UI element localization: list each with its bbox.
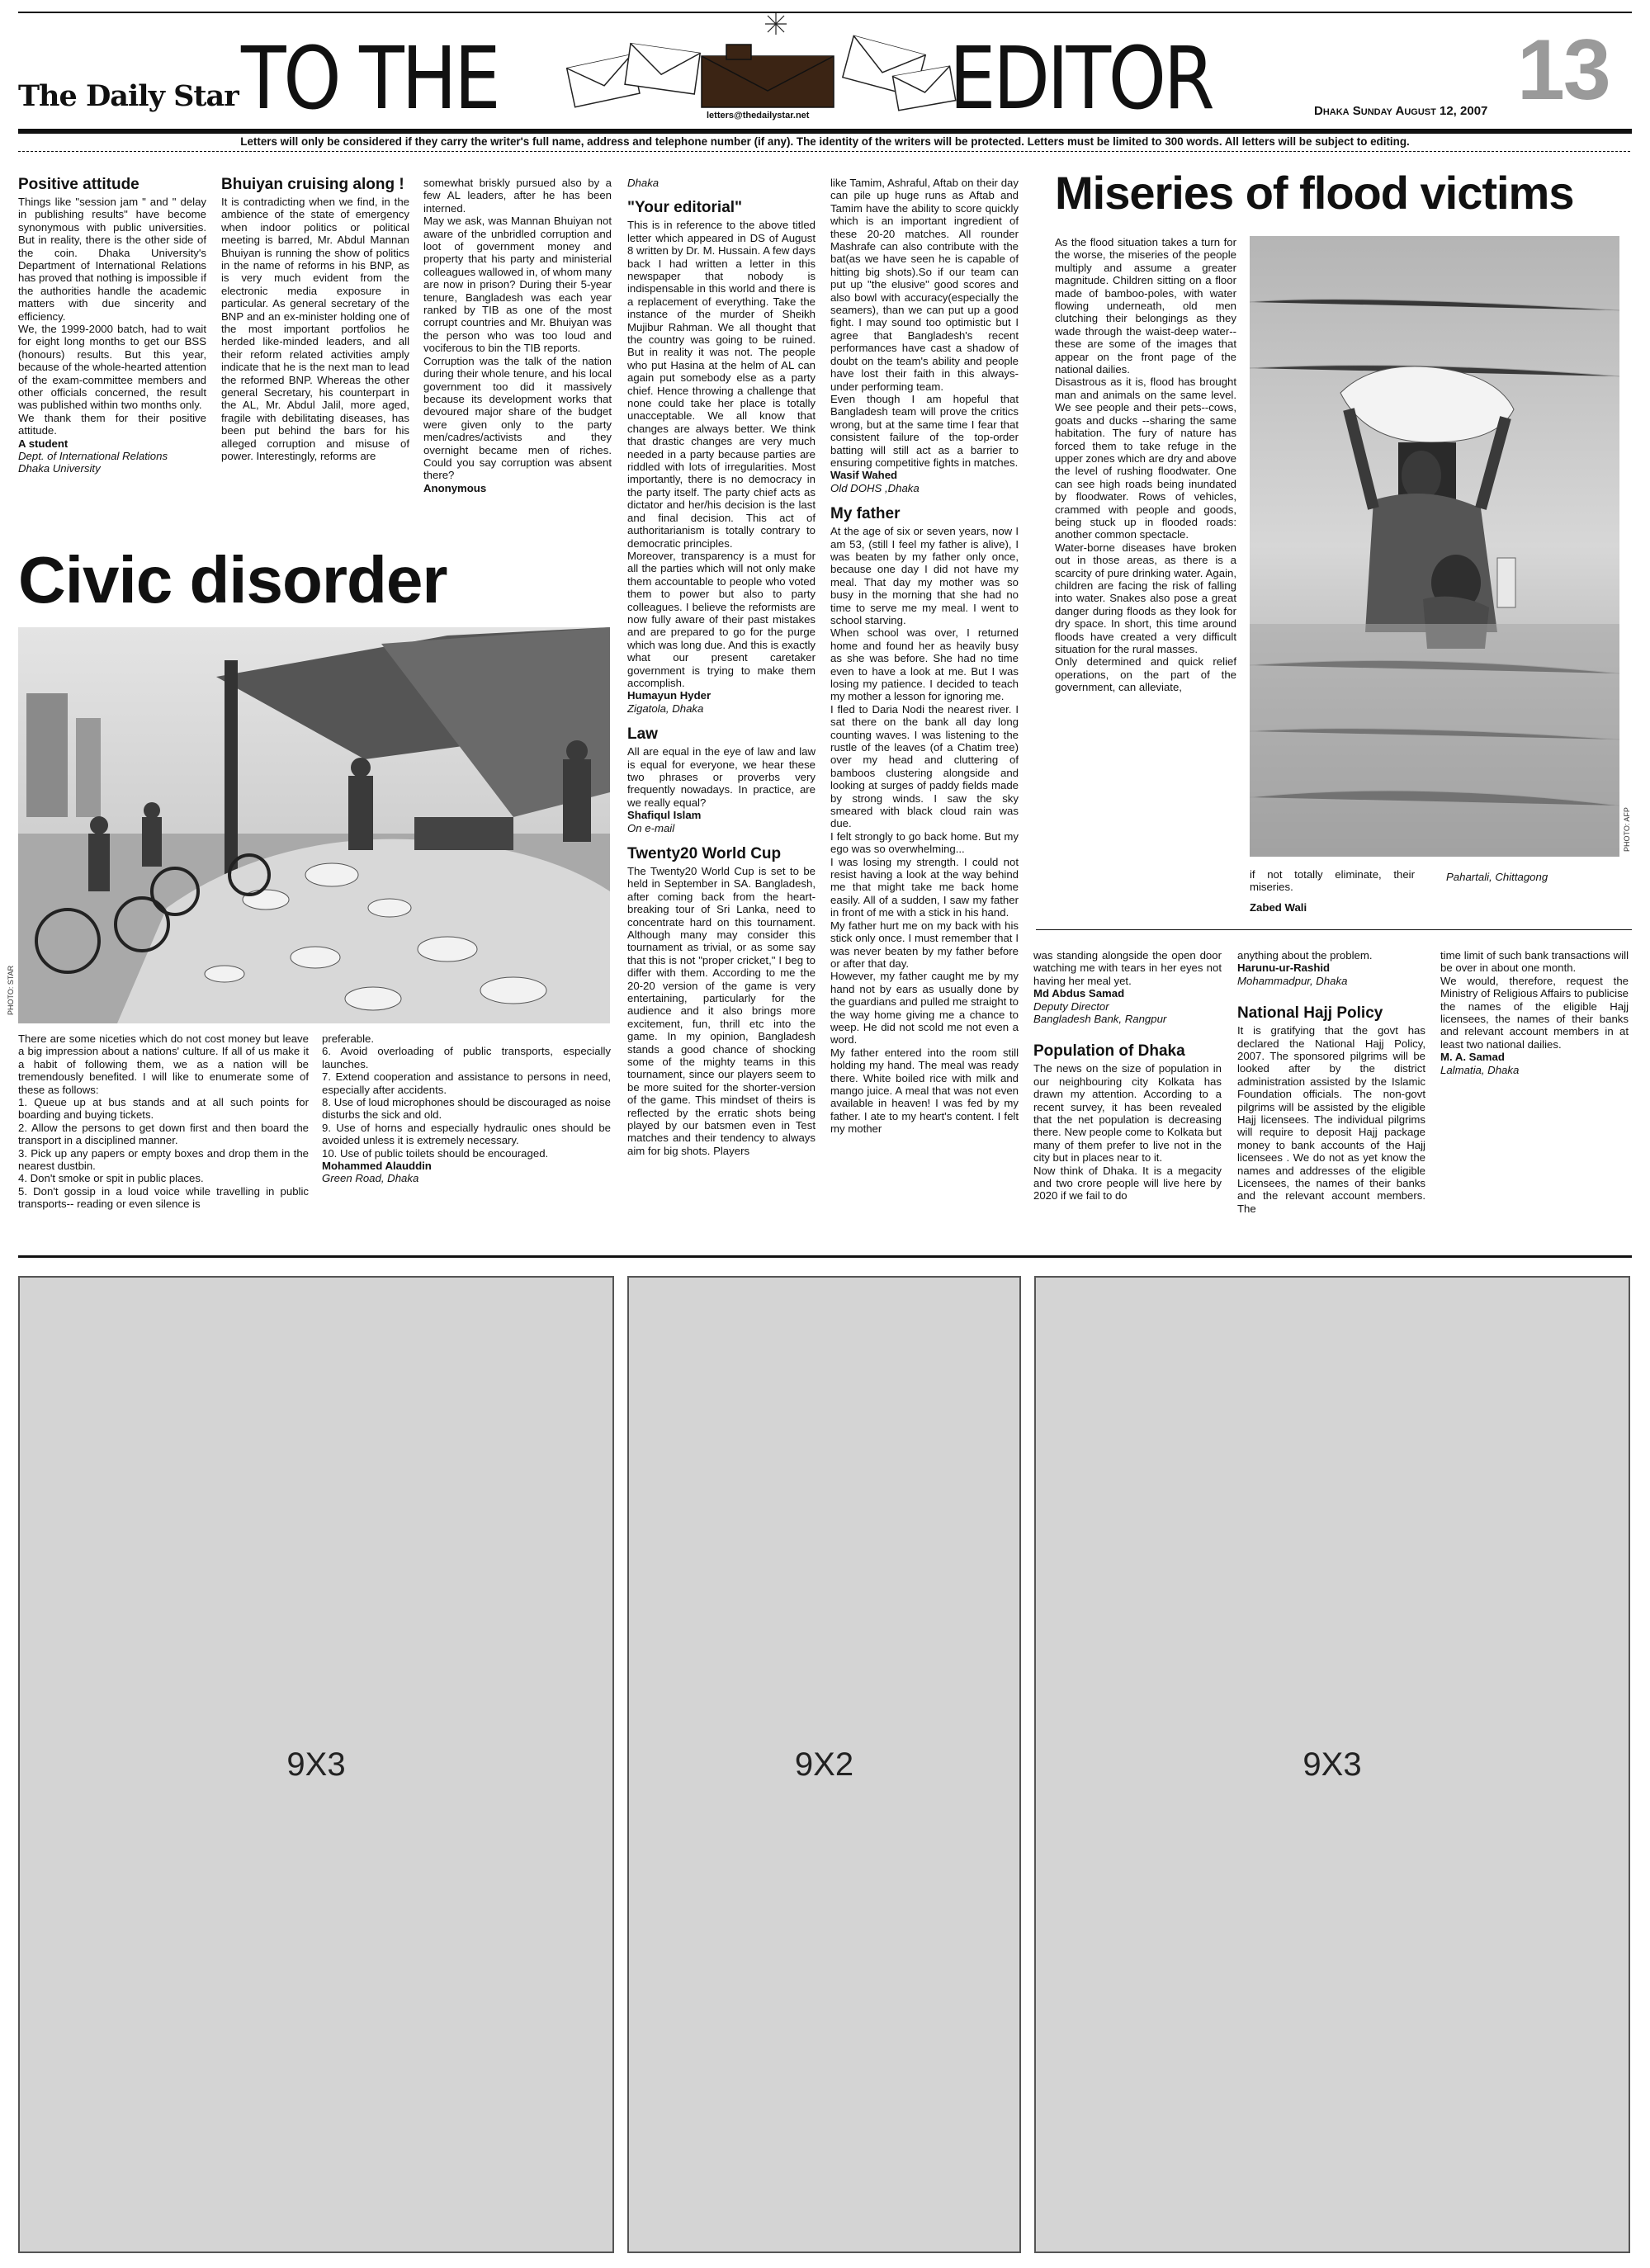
flood-signature: Zabed Wali (1250, 901, 1307, 914)
flood-body-cont (1250, 868, 1415, 894)
headline-your-editorial: "Your editorial" (627, 199, 743, 217)
page-number: 13 (1517, 22, 1610, 118)
body-my-father: At the age of six or seven years, now I am 53, (still I feel my father is alive), I was beaten by my father only once, because one day I did not have my meal. That day my mother was so busy in the morning that she had no time to serve me my meal. I went to school starving. When school was over, I returned home and found her as heavily busy as she was before. She had no time even to have a look at me. But I was losing my patience. I decided to teach my mother a lesson for ignoring me. I fled to Daria Nodi the nearest river. I sat there on the bank all day long counting waves. I was listening to the rustle of the leaves (of a Chatim tree) over my head and cluttering of bamboos clustering alongside and looking at surges of paddy fields made by strong winds. I saw the sky smeared with black cloud rain was due. I felt strongly to go back home. But my ego was so overwhelming... I was losing my strength. I could not resist having a look at the way behind me that might take me back home easily. All of a sudden, I saw my father in front of me with a stick in his hand. My father hurt me on my back with his stick only once. I must remember that I was never beaten by my father before or after that day. However, my father caught me by my hand not by ears as usually done by the guardians and pulled me straight to the way home giving me a chance to weep. He did not scold me not even a word. My father entered into the room still holding my hand. The meal was ready there. White boiled rice with milk and mango juice. A meal that was not even available in heaven! I was fed by my father. I ate to my heart's content. I felt my mother (830, 525, 1019, 1136)
civic-text-right: preferable. 6. Avoid overloading of public transports, especially launches. 7. Extend cooperation and assistance to persons in need, especially after accidents. 8. Use of loud microphones should be discouraged as noise disturbs the sick and old. 9. Use of horns and especially hydraulic ones should be avoided unless it is extremely necessary. 10. Use of public toilets should be encouraged. (322, 1032, 611, 1160)
email-address[interactable]: letters@thedailystar.net (707, 111, 810, 120)
ad-space-left[interactable] (18, 1276, 614, 2253)
headline-population: Population of Dhaka (1033, 1042, 1185, 1061)
headline-positive-attitude: Positive attitude (18, 176, 139, 193)
headline-twenty20: Twenty20 World Cup (627, 844, 782, 862)
title-to-the: TO THE (241, 28, 499, 129)
headline-hajj: National Hajj Policy (1237, 1004, 1383, 1023)
address-population: Mohammadpur, Dhaka (1237, 974, 1348, 987)
body-population: The news on the size of population in our neighbouring city Kolkata has drawn my attention. According to a recent survey, it has been revealed that the net population is decreasing there. New people come to Kolkata but many of them prefer to live not in the city but in places near to it. Now think of Dhaka. It is a megacity and two crore people will live here by 2020 if we fail to do (1033, 1062, 1222, 1203)
flood-photo-credit: PHOTO: AFP (1623, 807, 1631, 852)
body-your-editorial: This is in reference to the above titled letter which appeared in DS of August 8 written by Dr. M. Hussain. A few days back I had written a letter in this newspaper that nobody is indispensable in this world and there is a replacement of everything. Take the instance of the murder of Sheikh Mujibur Rahman. We all thought that the country was going to be ruined. But in reality it was not. The people who put Hasina at the helm of AL can again put somebody else as a party chief. Hence throwing a challenge that none could take her place is totally unacceptable. We all know that changes are always better. We think that drastic changes are very much needed in a party because parties are riddled with lots of irregularities. Most importantly, there is no democracy in the party itself. The party chief acts as dictator and her/his decision is the last and final decision. This act of authoritarianism is totally contrary to democratic principles. Moreover, transparency is a must for all the parties which will not only make them accountable to people who voted them to power but also to party colleagues. I believe the reformists are now fully aware of their past mistakes and are prepared to go for the purge which was long due. And this is exactly what our present caretaker government is trying to make them accomplish. (627, 219, 816, 689)
address-twenty20: Old DOHS ,Dhaka (830, 481, 920, 494)
ad-size-left: 9X3 (286, 1746, 346, 1783)
editorial-notice: Letters will only be considered if they carry the writer's full name, address and telephone number (if any). The identity of the writers will be protected. Letters must be limited to 300 words. All letters will be subject to editing. (240, 135, 1410, 148)
col-five (830, 177, 1019, 1136)
body-twenty20: The Twenty20 World Cup is set to be held in September in SA. Bangladesh, after coming back from the heart-breaking tour of Sri Lanka, need to concentrate hard on this tournament. Although many may consider this tournament as trivial, or as some say that this is not "proper cricket," I beg to differ with them. According to me the 20-20 version of the game is very entertaining, particularly for the audience and it also brings more excitement, fun, thrill etc into the game. In my opinion, Bangladesh stands a good chance of shocking some of the mighty teams in this tournament, since our players seem to be more suited for the shorter-version of the game. This mindset of theirs is reflected by the erratic shots being played by our batsmen even in Test matches and their tendency to always aim for big shots. Players (627, 864, 816, 1157)
body-law: All are equal in the eye of law and law is equal for everyone, we hear these two phrases or proverbs very frequently nowadays. In practice, are we really equal? (627, 745, 816, 809)
letter-bhuiyan (221, 177, 409, 462)
civic-body-left (18, 1032, 309, 1211)
signature-law: Shafiqul Islam (627, 809, 702, 822)
flood-text: As the flood situation takes a turn for the worse, the miseries of the people multiply and assume a greater magnitude. Children sitting on a floor made of bamboo-poles, with water flowing underneath, old men clutching their belongings as they wade through the waist-deep water--these are some of the images that appear on the front page of the national dailies. Disastrous as it is, flood has brought man and animals on the same level. We see people and their pets--cows, goats and ducks --sharing the same habitation. The fury of nature has forced them to take refuge in the upper zones which are dry and above the level of rushing floodwater. One can see high roads being inundated by floodwater. Rows of vehicles, crammed with people and goods, being stuck up in flooded roads: another common spectacle. Water-borne diseases have broken out in those areas, as there is a scarcity of pure drinking water. Again, children are facing the risk of falling into water. Snakes also pose a great danger during floods as they look for dry space. In short, this time around floods have created a very difficult situation for the rural masses. Only determined and quick relief operations, on the part of the government, can alleviate, (1055, 236, 1236, 694)
ad-space-right[interactable] (1034, 1276, 1630, 2253)
col-eight (1440, 949, 1629, 1076)
body-twenty20-cont: like Tamim, Ashraful, Aftab on their day can pile up huge runs as Aftab and Tamim have the ability to score quickly which is an important ingredient of these 20-20 matches. All rounder Mashrafe can also contribute with the bat(as we have seen he is capable of hitting big shots).So if our team can put up "the elusive" good scores and also bowl with accuracy(especially the seamers), than we can put up a good fight. I may sound too optimistic but I agree that Bangladesh's recent performances have cast a shadow of doubt on the team's ability and people have lost their faith in this always-under performing team. Even though I am hopeful that Bangladesh team will prove the critics wrong, but at the same time I fear that consistent failure of the top-order batting will still act as a barrier to ensuring competitive fights in matches. (830, 177, 1019, 469)
civic-photo-credit: PHOTO: STAR (7, 965, 15, 1015)
civic-body-right (322, 1032, 611, 1185)
ad-size-middle: 9X2 (794, 1746, 854, 1783)
body-hajj-cont: time limit of such bank transactions will be over in about one month. We would, therefore, request the Ministry of Religious Affairs to publicise the names of the eligible Hajj licensees, the names of their banks and relevant account members in at least two national dailies. (1440, 949, 1629, 1051)
address-law: On e-mail (627, 821, 675, 834)
headline-flood-victims: Miseries of flood victims (1055, 167, 1574, 219)
title-editor: EDITOR (949, 28, 1213, 129)
signature-hajj: M. A. Samad (1440, 1051, 1505, 1064)
body-positive-attitude: Things like "session jam " and " delay in publishing results" have become synonymous with public universities. But in reality, there is the other side of the coin. Dhaka University's Department of International Relations has proved that nothing is impossible if the authorities handle the academic matters with due sincerity and efficiency. We, the 1999-2000 batch, had to wait for eight long months to get our BSS (honours) results. But this year, because of the whole-hearted attention of the exam-committee members and other officials concerned, the result was published within two months only. We thank them for their positive attitude. (18, 195, 206, 437)
body-bhuiyan-cont: somewhat briskly pursued also by a few AL leaders, after he has been interned. May we ask, was Mannan Bhuiyan not aware of the unbridled corruption and loot of government money and property that his party and ministerial colleagues wallowed in, of whom many are now in prison? During their 5-year tenure, Bangladesh was each year ranked by TIB as one of the most corrupt countries and Mr. Bhuiyan was the person who was too loud and vociferous to bin the TIB reports. Corruption was the talk of the nation during their whole tenure, and his local government too did it massively because its development works that devoured major share of the budget were given only to the party men/cadres/activists and they overnight became men of riches. Could you say corruption was absent there? (423, 177, 612, 482)
headline-bhuiyan: Bhuiyan cruising along ! (221, 176, 404, 193)
civic-address: Green Road, Dhaka (322, 1172, 419, 1185)
body-hajj: It is gratifying that the govt has declared the National Hajj Policy, 2007. The sponsored pilgrims will be looked after by the district administration assisted by the Islamic Foundation officials. The non-govt pilgrims will be assisted by the eligible Hajj licensees. The individual pilgrims will require to deposit Hajj package money to bank accounts of the Hajj licensees . We do not as yet know the names and addresses of the eligible Licensees, the names of their banks and the relevant account members. The (1237, 1024, 1425, 1215)
civic-text-left: There are some niceties which do not cost money but leave a big impression about a nations' culture. If all of us make it a habit of following them, we as a nation will be tremendously benefited. I will like to enumerate some of these as follows: 1. Queue up at bus stands and at all such points for boarding and buying tickets. 2. Allow the persons to get down first and then board the transport in a disciplined manner. 3. Pick up any papers or empty boxes and drop them in the nearest dustbin. 4. Don't smoke or spit in public places. 5. Don't gossip in a loud voice while travelling in public transports-- reading or even silence is (18, 1032, 309, 1211)
body-my-father-cont: was standing alongside the open door watching me with tears in her eyes not having her meal yet. (1033, 949, 1222, 987)
civic-disorder-photo (18, 627, 610, 1023)
headline-civic-disorder: Civic disorder (18, 543, 447, 617)
signature-bhuiyan: Anonymous (423, 481, 487, 494)
brand-logo: The Daily Star (18, 79, 239, 113)
signature-twenty20: Wasif Wahed (830, 469, 898, 482)
col-four (627, 177, 816, 1157)
flood-body (1055, 236, 1236, 694)
col-seven (1237, 949, 1425, 1215)
headline-law: Law (627, 725, 658, 744)
lead-your-editorial: Dhaka (627, 177, 660, 189)
signature-your-editorial: Humayun Hyder (627, 689, 712, 702)
flood-bottom-rule (1036, 929, 1632, 930)
notice-rule (18, 151, 1632, 152)
masthead-rule (18, 129, 1632, 134)
body-bhuiyan: It is contradicting when we find, in the ambience of the state of emergency when indoor politics or political meeting is barred, Mr. Abdul Mannan Bhuiyan is running the show of politics in the name of reforms in his BNP, as is very much evident from the electronic media exposure in particular. As general secretary of the BNP and an ex-minister holding one of the most important portfolios he herded like-minded leaders, and all their reform related activities amply indicate that he is the next man to lead the reformed BNP. Whereas the other general Secretary, his counterpart in the AL, Mr. Abdul Jalil, more aged, fragile with debilitating diseases, has been put behind the bars for his alleged corruption and misuse of power. Interestingly, reforms are (221, 195, 409, 463)
envelopes-illustration (561, 12, 957, 119)
flood-text-cont: if not totally eliminate, their miseries. (1250, 868, 1415, 894)
letter-bhuiyan-cont (423, 177, 612, 494)
ad-space-middle[interactable] (627, 1276, 1021, 2253)
address-hajj: Lalmatia, Dhaka (1440, 1063, 1520, 1076)
letter-positive-attitude (18, 177, 206, 475)
signature-positive-attitude: A student (18, 437, 69, 450)
col-six (1033, 949, 1222, 1203)
signature-population: Harunu-ur-Rashid (1237, 962, 1331, 975)
flood-photo (1250, 236, 1619, 857)
ad-size-right: 9X3 (1303, 1746, 1362, 1783)
flood-address: Pahartali, Chittagong (1446, 871, 1548, 883)
address-positive-attitude: Dept. of International Relations Dhaka University (18, 450, 168, 475)
dateline: Dhaka Sunday August 12, 2007 (1314, 104, 1488, 118)
signature-my-father: Md Abdus Samad (1033, 987, 1125, 1000)
headline-my-father: My father (830, 505, 901, 523)
body-population-cont: anything about the problem. (1237, 949, 1373, 962)
address-your-editorial: Zigatola, Dhaka (627, 702, 704, 715)
address-my-father: Deputy Director Bangladesh Bank, Rangpur (1033, 999, 1167, 1026)
ads-top-rule (18, 1255, 1632, 1258)
civic-signature: Mohammed Alauddin (322, 1160, 432, 1173)
